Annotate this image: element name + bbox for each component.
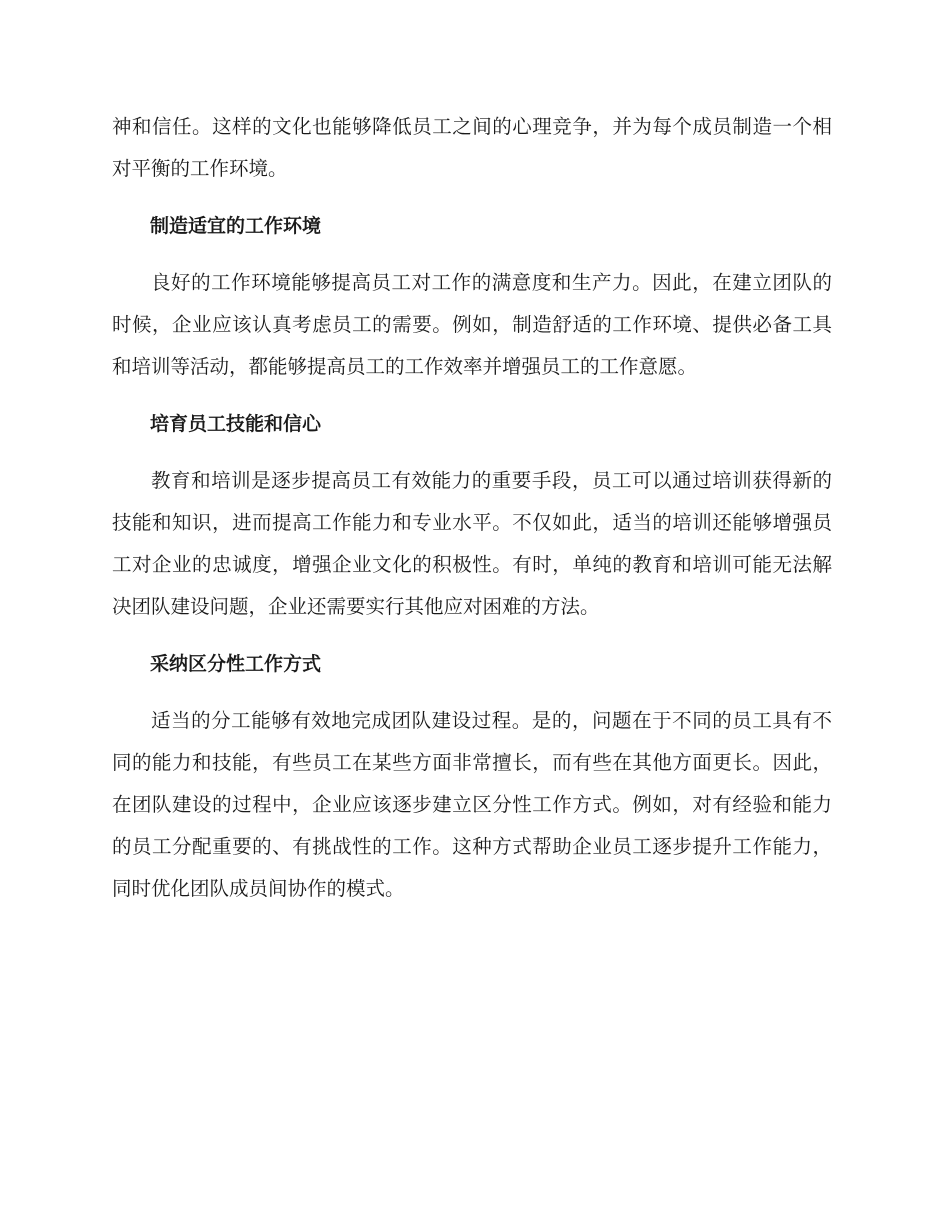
- section-heading: 培育员工技能和信心: [150, 413, 322, 435]
- section-differentiated-work: [112, 643, 832, 910]
- section-heading: 制造适宜的工作环境: [150, 215, 322, 237]
- section-body: 良好的工作环境能够提高员工对工作的满意度和生产力。因此，在建立团队的时候，企业应该认真考虑员工的需要。例如，制造舒适的工作环境、提供必备工具和培训等活动，都能够提高员工的工作效率并增强员工的工作意愿。: [112, 271, 832, 378]
- section-employee-skills: [112, 403, 832, 628]
- section-body: 适当的分工能够有效地完成团队建设过程。是的，问题在于不同的员工具有不同的能力和技能，有些员工在某些方面非常擅长，而有些在其他方面更长。因此，在团队建设的过程中，企业应该逐步建立区分性工作方式。例如，对有经验和能力的员工分配重要的、有挑战性的工作。这种方式帮助企业员工逐步提升工作能力，同时优化团队成员间协作的模式。: [112, 709, 832, 900]
- document-page: [112, 106, 832, 910]
- section-work-environment: [112, 205, 832, 388]
- section-heading: 采纳区分性工作方式: [150, 653, 322, 675]
- section-body: 教育和培训是逐步提高员工有效能力的重要手段，员工可以通过培训获得新的技能和知识，进而提高工作能力和专业水平。不仅如此，适当的培训还能够增强员工对企业的忠诚度，增强企业文化的积极性。有时，单纯的教育和培训可能无法解决团队建设问题，企业还需要实行其他应对困难的方法。: [112, 469, 832, 618]
- intro-paragraph: 神和信任。这样的文化也能够降低员工之间的心理竞争，并为每个成员制造一个相对平衡的工作环境。: [112, 115, 832, 180]
